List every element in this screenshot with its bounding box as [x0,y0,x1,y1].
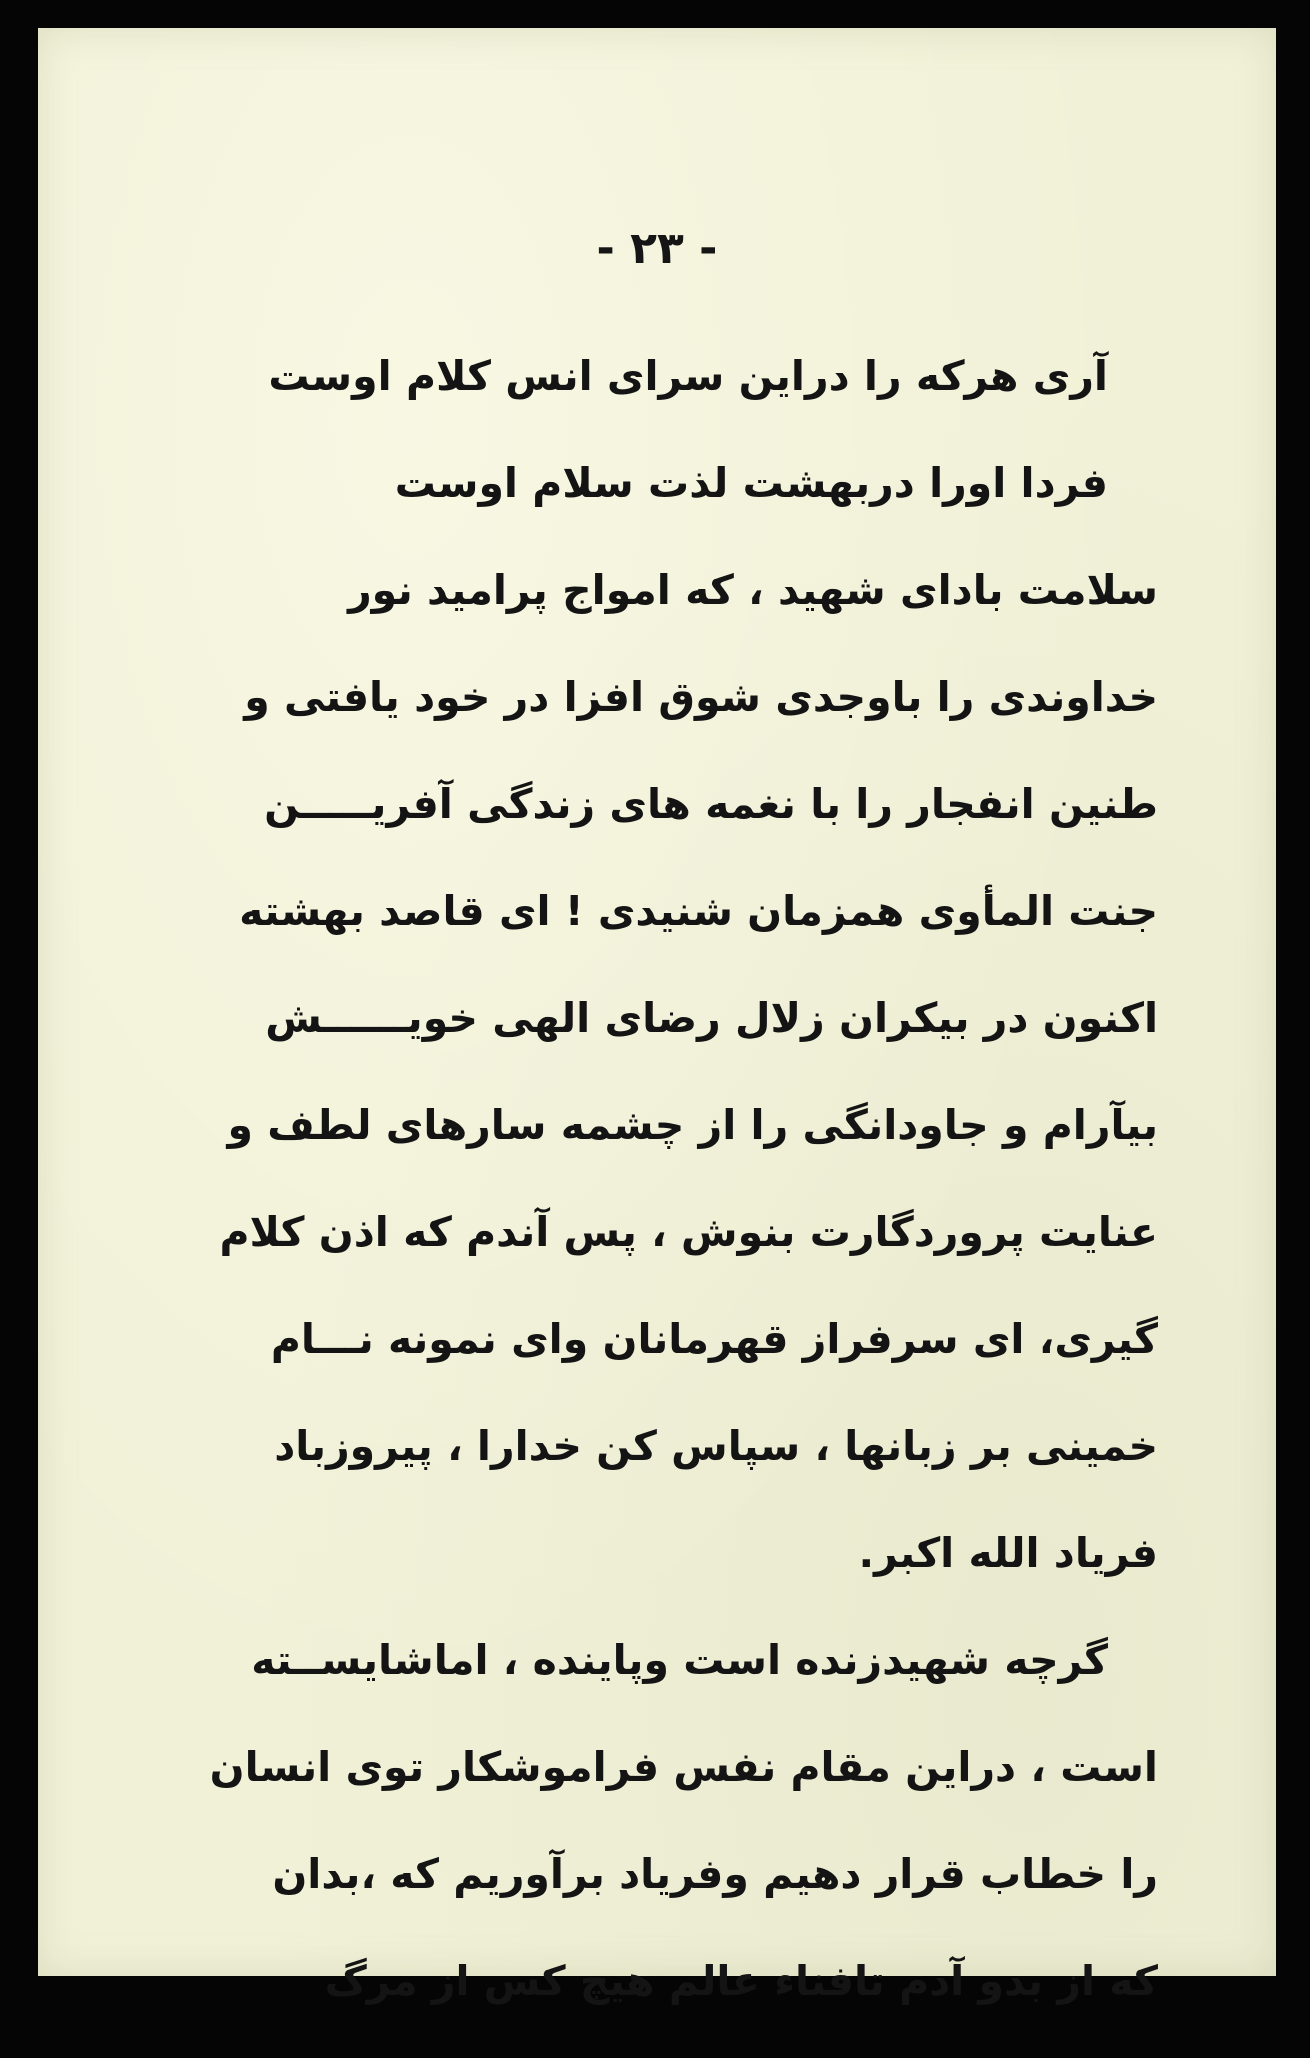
text-line: طنین انفجار را با نغمه های زندگی آفریـــــن [264,780,1158,828]
text-line: اکنون در بیکران زلال رضای الهی خویــــــش [265,994,1158,1042]
poem-line: آری هرکه را دراین سرای انس کلام اوست [268,352,1108,400]
text-line: بیآرام و جاودانگی را از چشمه سارهای لطف و [227,1101,1158,1149]
text-line: فریاد الله اکبر. [858,1529,1158,1577]
text-line: جنت المأوی همزمان شنیدی ! ای قاصد بهشته [239,887,1158,935]
text-line: که از بدو آدم تافناء عالم هیچ کس از مرگ [324,1957,1158,2005]
text-line: گیری، ای سرفراز قهرمانان وای نمونه نـــام [270,1315,1158,1363]
text-line: گرچه شهیدزنده است وپاینده ، اماشایســته [251,1636,1108,1684]
page-number: - ٢٣ - [596,223,718,274]
text-line: خداوندی را باوجدی شوق افزا در خود یافتی و [244,673,1158,721]
book-page [38,28,1276,2005]
text-line: است ، دراین مقام نفس فراموشکار توی انسان [209,1743,1158,1791]
text-line: سلامت بادای شهید ، که امواج پرامید نور [348,566,1158,614]
body-text [178,346,1158,2058]
poem-line: فردا اورا دربهشت لذت سلام اوست [394,459,1108,507]
text-line: عنایت پروردگارت بنوش ، پس آندم که اذن کلام [219,1208,1158,1256]
text-line: خمینی بر زبانها ، سپاس کن خدارا ، پیروزباد [274,1422,1158,1470]
text-line: را خطاب قرار دهیم وفریاد برآوریم که ،بدان [272,1850,1158,1898]
